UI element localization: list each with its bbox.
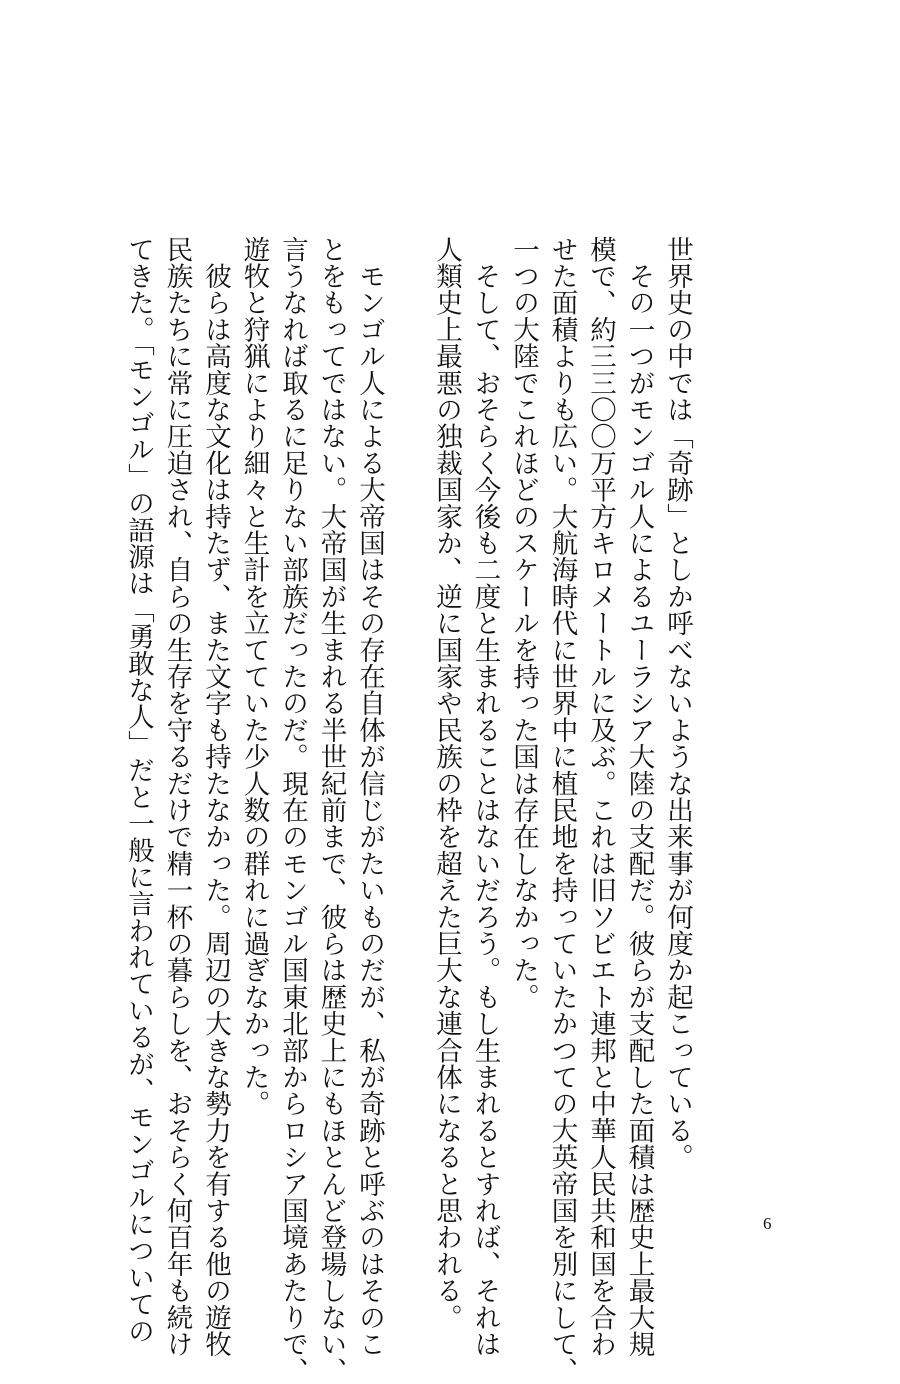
text-line: 人類史上最悪の独裁国家か、逆に国家や民族の枠を超えた巨大な連合体になると思われる。: [431, 236, 462, 1331]
section-break: [388, 236, 427, 1186]
text-line: 世界史の中では「奇跡」としか呼べないような出来事が何度か起こっている。: [662, 236, 693, 1171]
text-line: 模で、約三三〇〇万平方キロメートルに及ぶ。これは旧ソビエト連邦と中華人民共和国を合わ: [585, 236, 616, 1358]
text-line: その一つがモンゴル人によるユーラシア大陸の支配だ。彼らが支配した面積は歴史上最大規: [623, 236, 655, 1358]
text-line: 民族たちに常に圧迫され、自らの生存を守るだけで精一杯の暮らしを、おそらく何百年も続け: [161, 236, 193, 1358]
page-number: 6: [763, 1214, 772, 1233]
text-line: そして、おそらく今後も二度と生まれることはないだろう。もし生まれるとすれば、それは: [469, 236, 501, 1358]
text-line: モンゴル人による大帝国はその存在自体が信じがたいものだが、私が奇跡と呼ぶのはそのこ: [354, 236, 385, 1358]
text-line: 彼らは高度な文化は持たず、また文字も持たなかった。周辺の大きな勢力を有する他の遊牧: [200, 236, 231, 1358]
vertical-text-body: [119, 236, 697, 1384]
text-line: 言うなれば取るに足りない部族だったのだ。現在のモンゴル国東北部からロシア国境あたりで、: [277, 236, 308, 1384]
text-line: 一つの大陸でこれほどのスケールを持った国は存在しなかった。: [508, 236, 539, 1011]
text-line: 遊牧と狩猟により細々と生計を立てていた少人数の群れに過ぎなかった。: [238, 236, 270, 1118]
text-line: てきた。「モンゴル」の語源は「勇敢な人」だと一般に言われているが、モンゴルについての: [123, 236, 154, 1345]
text-line: せた面積よりも広い。大航海時代に世界中に植民地を持っていたかつての大英帝国を別にして、: [546, 236, 578, 1384]
text-line: とをもってではない。大帝国が生まれる半世紀前まで、彼らは歴史上にもほとんど登場しない、: [315, 236, 347, 1384]
